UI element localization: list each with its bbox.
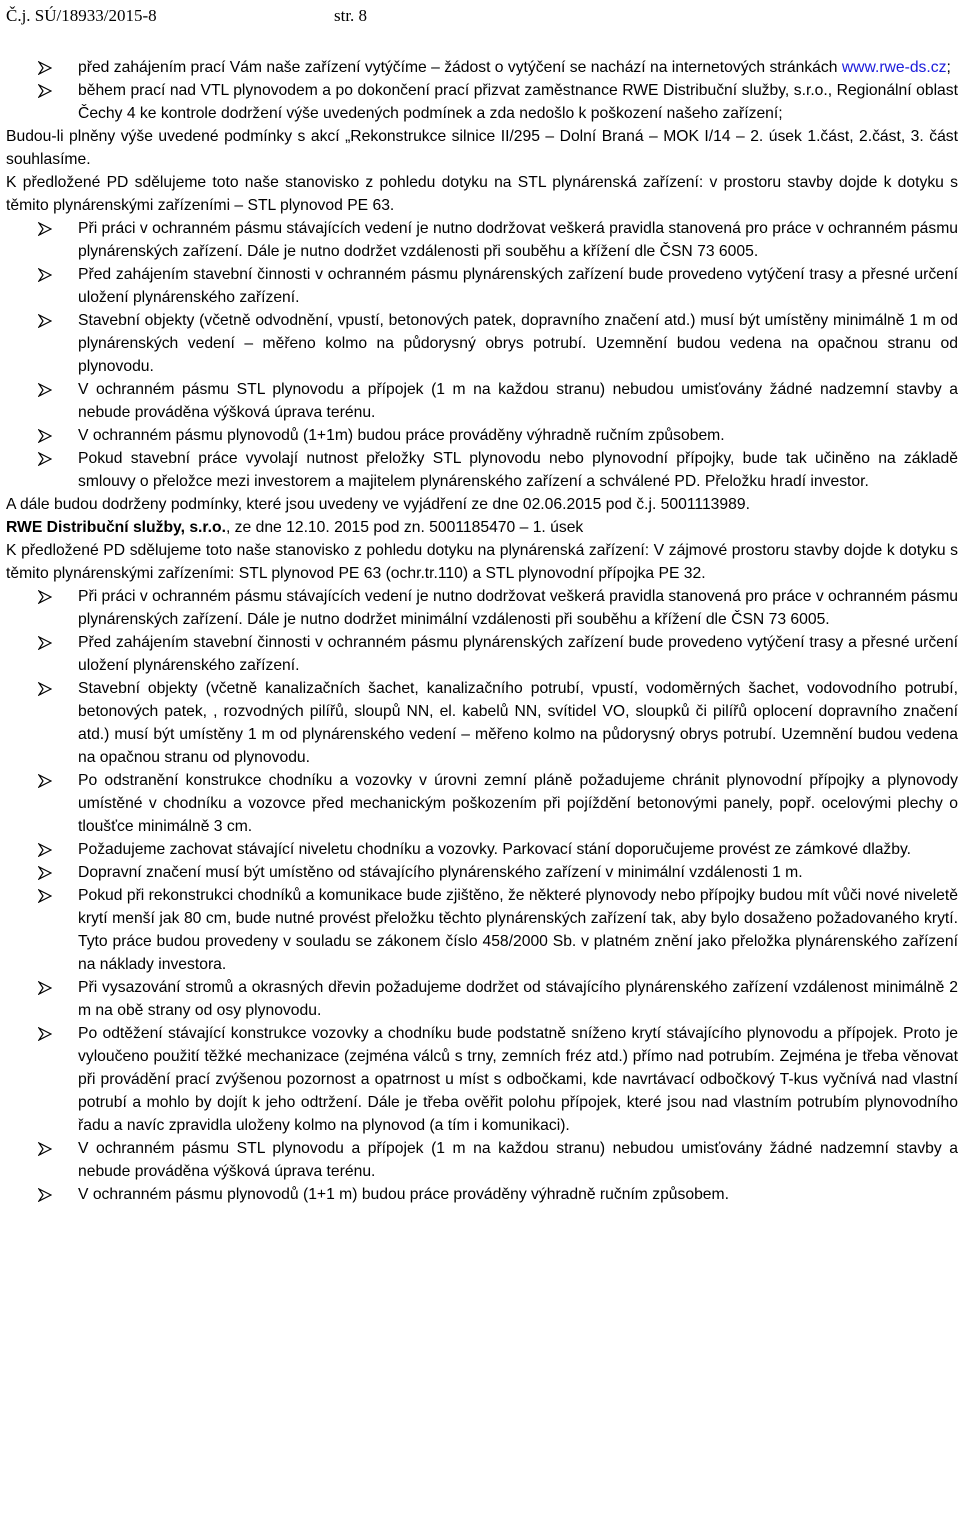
arrow-bullet-icon (38, 976, 58, 999)
list-item (6, 585, 958, 631)
paragraph: Budou-li plněny výše uvedené podmínky s akcí „Rekonstrukce silnice II/295 – Dolní Braná – MOK I/14 – 2. úsek 1.část, 2.část, 3. část souhlasíme. (6, 128, 958, 168)
paragraph: K předložené PD sdělujeme toto naše stanovisko z pohledu dotyku na STL plynárenská zařízení: v prostoru stavby dojde k dotyku s těmito plynárenskými zařízeními – STL plynovod PE 63. (6, 174, 958, 214)
list-item (6, 976, 958, 1022)
arrow-bullet-icon (38, 424, 58, 447)
document-reference: Č.j. SÚ/18933/2015-8 (6, 6, 157, 25)
document-body (6, 56, 958, 1206)
item-text: V ochranném pásmu plynovodů (1+1 m) budou práce prováděny výhradně ručním způsobem. (78, 1186, 729, 1203)
page-number: str. 8 (334, 6, 368, 25)
list-item (6, 861, 958, 884)
page-header (6, 6, 954, 30)
list-item (6, 56, 958, 79)
arrow-bullet-icon (38, 585, 58, 608)
paragraph: K předložené PD sdělujeme toto naše stanovisko z pohledu dotyku na plynárenská zařízení: V zájmové prostoru stavby dojde k dotyku s těmito plynárenskými zařízeními: STL plynovod PE 63 (ochr.tr.110) a STL plynovodní přípojka PE 32. (6, 542, 958, 582)
arrow-bullet-icon (38, 631, 58, 654)
list-item (6, 424, 958, 447)
conditions-list-1 (6, 217, 958, 493)
arrow-bullet-icon (38, 1137, 58, 1160)
website-link[interactable]: www.rwe-ds.cz (841, 59, 947, 76)
item-text: V ochranném pásmu STL plynovodu a přípojek (1 m na každou stranu) nebudou umisťovány žádné nadzemní stavby a nebude prováděna výšková úprava terénu. (78, 381, 958, 421)
arrow-bullet-icon (38, 1022, 58, 1045)
list-item (6, 79, 958, 125)
list-item (6, 838, 958, 861)
item-text: Pokud stavební práce vyvolají nutnost přeložky STL plynovodu nebo plynovodní přípojky, bude tak učiněno na základě smlouvy o přeložce mezi investorem a majitelem plynárenského zařízení a schválené PD. Přeložku hradí investor. (78, 450, 958, 490)
item-text: Před zahájením stavební činnosti v ochranném pásmu plynárenských zařízení bude provedeno vytýčení trasy a přesné určení uložení plynárenského zařízení. (78, 634, 958, 674)
arrow-bullet-icon (38, 677, 58, 700)
arrow-bullet-icon (38, 1183, 58, 1206)
list-item (6, 1183, 958, 1206)
list-item (6, 1022, 958, 1137)
conditions-list-2 (6, 585, 958, 1206)
item-text: Při práci v ochranném pásmu stávajících vedení je nutno dodržovat veškerá pravidla stanovená pro práce v ochranném pásmu plynárenských zařízení. Dále je nutno dodržet vzdálenosti při souběhu a křížení dle ČSN 73 6005. (78, 220, 958, 260)
item-text: V ochranném pásmu plynovodů (1+1m) budou práce prováděny výhradně ručním způsobem. (78, 427, 725, 444)
item-text: V ochranném pásmu STL plynovodu a přípojek (1 m na každou stranu) nebudou umisťovány žádné nadzemní stavby a nebude prováděna výšková úprava terénu. (78, 1140, 958, 1180)
arrow-bullet-icon (38, 217, 58, 240)
arrow-bullet-icon (38, 263, 58, 286)
item-text: Požadujeme zachovat stávající niveletu chodníku a vozovky. Parkovací stání doporučujeme provést ze zámkové dlažby. (78, 841, 912, 858)
list-item (6, 884, 958, 976)
arrow-bullet-icon (38, 79, 58, 102)
item-text: Při vysazování stromů a okrasných dřevin požadujeme dodržet od stávajícího plynárenského zařízení vzdálenost minimálně 2 m na obě strany od osy plynovodu. (78, 979, 958, 1019)
list-item (6, 447, 958, 493)
item-text: Po odtěžení stávající konstrukce vozovky a chodníku bude podstatně sníženo krytí stávajícího plynovodu a přípojek. Proto je vyloučeno použití těžké mechanizace (zejména válců s trny, zemních fréz atd.) přímo nad potrubím. Zejména je třeba věnovat při provádění prací zvýšenou pozornost a opatrnost u míst s odbočkami, kde navrtávací odbočkový T-kus vyčnívá nad vlastní potrubí a mohlo by dojít k jeho odtržení. Dále je třeba ověřit polohu přípojek, které jsou nad vlastním potrubím plynovodního řadu a navíc zpravidla uloženy kolmo na plynovod (a tím i komunikaci). (78, 1025, 958, 1134)
item-text: Před zahájením stavební činnosti v ochranném pásmu plynárenských zařízení bude provedeno vytýčení trasy a přesné určení uložení plynárenského zařízení. (78, 266, 958, 306)
arrow-bullet-icon (38, 447, 58, 470)
arrow-bullet-icon (38, 309, 58, 332)
company-name: RWE Distribuční služby, s.r.o. (6, 519, 226, 536)
list-item (6, 378, 958, 424)
list-item (6, 769, 958, 838)
list-item (6, 631, 958, 677)
list-item (6, 217, 958, 263)
arrow-bullet-icon (38, 378, 58, 401)
arrow-bullet-icon (38, 838, 58, 861)
item-text: Při práci v ochranném pásmu stávajících vedení je nutno dodržovat veškerá pravidla stanovená pro práce v ochranném pásmu plynárenských zařízení. Dále je nutno dodržet minimální vzdálenosti při souběhu a křížení dle ČSN 73 6005. (78, 588, 958, 628)
item-text: během prací nad VTL plynovodem a po dokončení prací přizvat zaměstnance RWE Distribuční služby, s.r.o., Regionální oblast Čechy 4 ke kontrole dodržení výše uvedených podmínek a zda nedošlo k poškození našeho zařízení; (78, 82, 958, 122)
statement-reference: , ze dne 12.10. 2015 pod zn. 5001185470 – 1. úsek (225, 519, 584, 536)
item-text-end: ; (946, 59, 951, 76)
list-item (6, 263, 958, 309)
arrow-bullet-icon (38, 884, 58, 907)
list-item (6, 309, 958, 378)
item-text: Stavební objekty (včetně kanalizačních šachet, kanalizačního potrubí, vpustí, vodoměrných šachet, vodovodního potrubí, betonových patek, , rozvodných pilířů, sloupů NN, el. kabelů NN, svítidel VO, sloupků či pilířů oplocení dopravního značení atd.) musí být umístěny 1 m od plynárenského vedení – měřeno kolmo na půdorysný obrys potrubí. Uzemnění budou vedena na opačnou stranu od plynovodu. (78, 680, 958, 766)
paragraph: A dále budou dodrženy podmínky, které jsou uvedeny ve vyjádření ze dne 02.06.2015 pod č.j. 5001113989. (6, 496, 750, 513)
company-statement-heading (6, 516, 958, 539)
list-item (6, 1137, 958, 1183)
item-text: Stavební objekty (včetně odvodnění, vpustí, betonových patek, dopravního značení atd.) musí být umístěny minimálně 1 m od plynárenských vedení – měřeno kolmo na půdorysný obrys potrubí. Uzemnění budou vedena na opačnou stranu od plynovodu. (78, 312, 958, 375)
arrow-bullet-icon (38, 861, 58, 884)
list-item (6, 677, 958, 769)
item-text: Pokud při rekonstrukci chodníků a komunikace bude zjištěno, že některé plynovody nebo přípojky budou mít vůči nové niveletě krytí menší jak 80 cm, bude nutné provést přeložku těchto plynárenských zařízení tak, aby bylo dosaženo požadovaného krytí. Tyto práce budou provedeny v souladu se zákonem číslo 458/2000 Sb. v platném znění jako přeložka plynárenského zařízení na náklady investora. (78, 887, 958, 973)
item-text: před zahájením prací Vám naše zařízení vytýčíme – žádost o vytýčení se nachází na internetových stránkách (78, 59, 842, 76)
arrow-bullet-icon (38, 769, 58, 792)
item-text: Dopravní značení musí být umístěno od stávajícího plynárenského zařízení v minimální vzdálenosti 1 m. (78, 864, 803, 881)
item-text: Po odstranění konstrukce chodníku a vozovky v úrovni zemní pláně požadujeme chránit plynovodní přípojky a plynovody umístěné v chodníku a vozovce před mechanickým poškozením při pojíždění betonovými panely, popř. ocelovými plechy o tloušťce minimálně 3 cm. (78, 772, 958, 835)
arrow-bullet-icon (38, 56, 58, 79)
